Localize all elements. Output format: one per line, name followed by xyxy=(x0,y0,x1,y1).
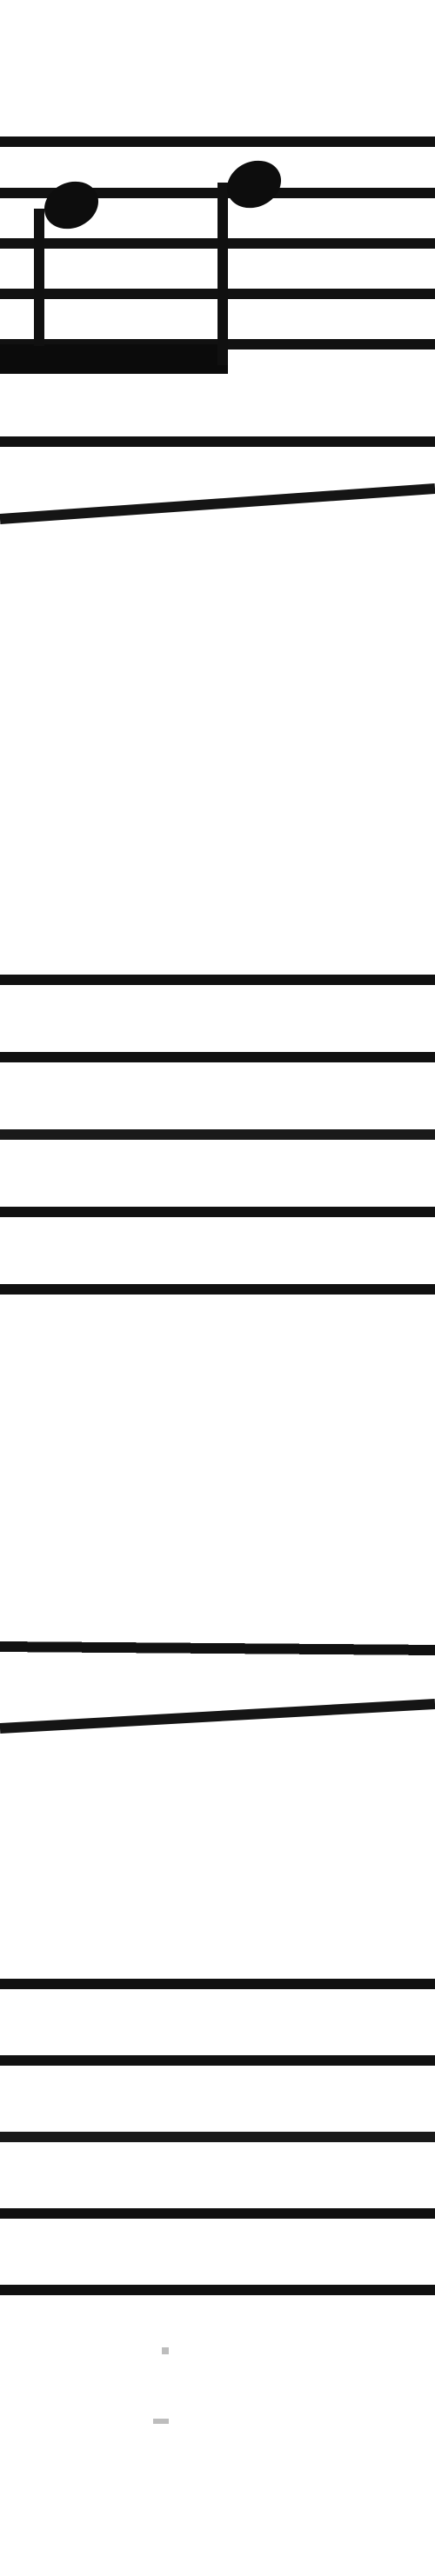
scan-speck xyxy=(162,2347,169,2354)
notehead-left xyxy=(37,173,106,237)
scan-specks xyxy=(153,2347,169,2424)
lower-line-pair-1-b xyxy=(0,489,435,519)
staff-3 xyxy=(0,1984,435,2290)
staff-1 xyxy=(0,142,435,374)
lower-line-pair-1 xyxy=(0,442,435,519)
lower-line-pair-2 xyxy=(0,1647,435,1728)
lower-line-pair-2-b xyxy=(0,1704,435,1728)
staff-2 xyxy=(0,980,435,1289)
notehead-right xyxy=(219,152,289,216)
lower-line-pair-2-a xyxy=(0,1647,435,1650)
scan-speck xyxy=(153,2419,169,2424)
note-beam xyxy=(0,344,228,374)
